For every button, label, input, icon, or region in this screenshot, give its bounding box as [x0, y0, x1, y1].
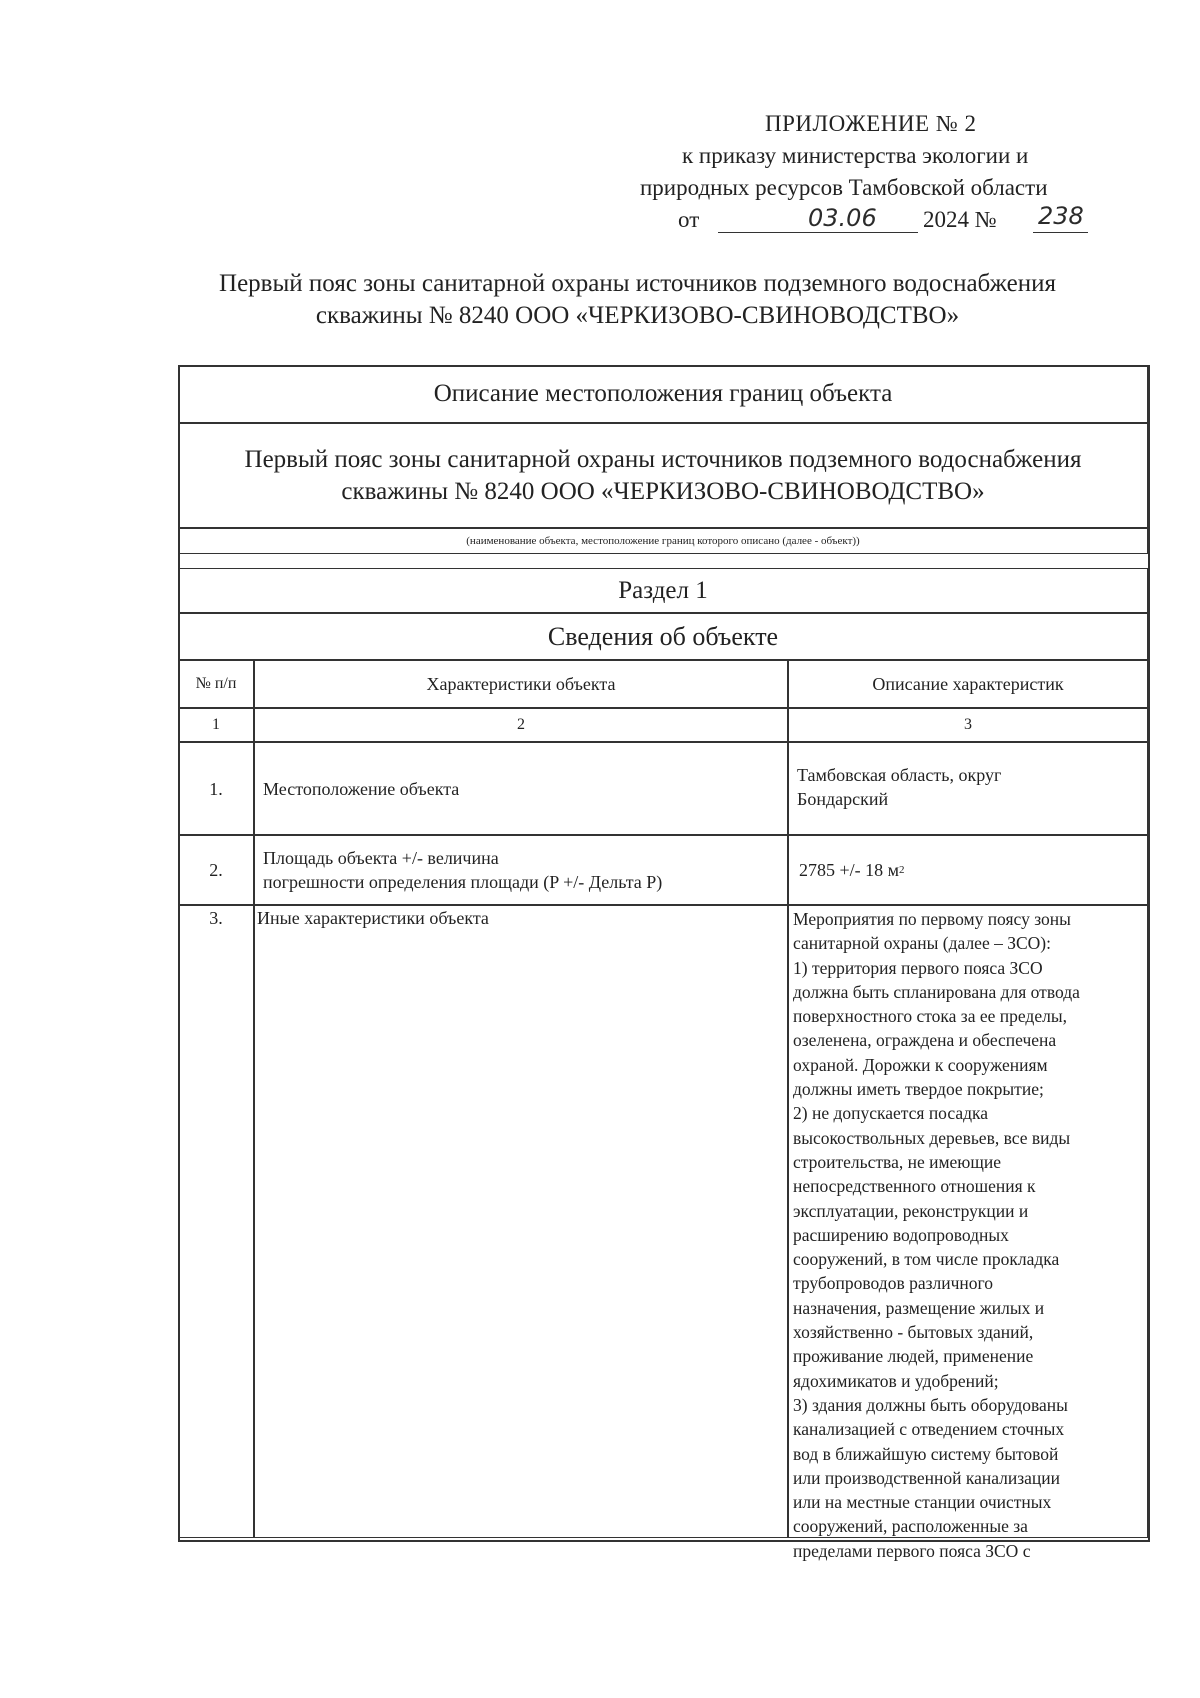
row-2-characteristic-line: Площадь объекта +/- величина — [263, 848, 499, 868]
description-line: высокоствольных деревьев, все виды — [793, 1127, 1071, 1148]
appendix-header — [640, 108, 1160, 236]
row-1-description-line: Бондарский — [797, 789, 889, 809]
row-1-characteristic: Местоположение объекта — [254, 742, 788, 835]
handwritten-date: 03.06 — [808, 204, 877, 232]
description-line: эксплуатации, реконструкции и — [793, 1200, 1029, 1221]
section-title: Сведения об объекте — [178, 613, 1148, 660]
page-title-line-2: скважины № 8240 ООО «ЧЕРКИЗОВО-СВИНОВОДСТВО» — [315, 302, 960, 329]
description-line: назначения, размещение жилых и — [793, 1297, 1045, 1318]
object-name-line-1: Первый пояс зоны санитарной охраны источников подземного водоснабжения — [244, 445, 1082, 473]
form-header: Описание местоположения границ объекта — [178, 365, 1148, 423]
row-1-number: 1. — [178, 742, 254, 835]
description-line: проживание людей, применение — [793, 1346, 1034, 1367]
description-line: расширению водопроводных — [793, 1224, 1009, 1245]
year-number-label: 2024 № — [923, 207, 997, 232]
description-line: охраной. Дорожки к сооружениям — [793, 1054, 1048, 1075]
page-title-line-1: Первый пояс зоны санитарной охраны источников подземного водоснабжения — [219, 270, 1056, 297]
column-number-3: 3 — [788, 708, 1148, 742]
description-line: ядохимикатов и удобрений; — [793, 1370, 999, 1391]
description-line: или производственной канализации — [793, 1467, 1061, 1488]
description-line: строительства, не имеющие — [793, 1151, 1001, 1172]
appendix-date-line — [640, 204, 1160, 236]
column-number-1: 1 — [178, 708, 254, 742]
description-line: непосредственного отношения к — [793, 1176, 1036, 1197]
description-line: сооружений, в том числе прокладка — [793, 1249, 1060, 1270]
column-number-2: 2 — [254, 708, 788, 742]
description-line: 2) не допускается посадка — [793, 1103, 989, 1124]
description-line: озеленена, ограждена и обеспечена — [793, 1030, 1057, 1051]
row-2-description — [788, 835, 1148, 905]
description-line: поверхностного стока за ее пределы, — [793, 1006, 1067, 1027]
row-1-description — [788, 742, 1148, 835]
object-name-caption: (наименование объекта, местоположение границ которого описано (далее - объект)) — [178, 528, 1148, 554]
object-name — [178, 423, 1148, 528]
row-3-description — [788, 905, 1148, 1561]
number-underline — [1033, 232, 1088, 233]
description-line: трубопроводов различного — [793, 1273, 994, 1294]
description-line: Мероприятия по первому поясу зоны — [793, 909, 1071, 929]
row-3-number: 3. — [178, 905, 254, 1538]
description-line: вод в ближайшую систему бытовой — [793, 1443, 1059, 1464]
page-title — [150, 268, 1125, 332]
row-2-characteristic — [254, 835, 788, 905]
area-unit-exponent: 2 — [899, 864, 905, 876]
description-line: должна быть спланирована для отвода — [793, 981, 1080, 1002]
description-line: 3) здания должны быть оборудованы — [793, 1394, 1068, 1415]
date-prefix: от — [678, 207, 700, 232]
appendix-title: ПРИЛОЖЕНИЕ № 2 — [765, 111, 977, 136]
column-header-description: Описание характеристик — [788, 660, 1148, 708]
description-line: пределами первого пояса ЗСО с — [793, 1540, 1031, 1561]
description-line: должны иметь твердое покрытие; — [793, 1079, 1044, 1100]
description-line: 1) территория первого пояса ЗСО — [793, 957, 1043, 978]
description-line: или на местные станции очистных — [793, 1492, 1052, 1513]
description-line: канализацией с отведением сточных — [793, 1419, 1065, 1440]
description-line: санитарной охраны (далее – ЗСО): — [793, 933, 1051, 954]
description-line: хозяйственно - бытовых зданий, — [793, 1322, 1034, 1343]
object-name-line-2: скважины № 8240 ООО «ЧЕРКИЗОВО-СВИНОВОДСТВО» — [341, 477, 985, 505]
area-value: 2785 +/- 18 м — [799, 860, 900, 880]
handwritten-number: 238 — [1038, 202, 1084, 230]
appendix-order-line: к приказу министерства экологии и — [682, 143, 1029, 168]
row-2-number: 2. — [178, 835, 254, 905]
description-line: сооружений, расположенные за — [793, 1516, 1028, 1537]
row-3-characteristic: Иные характеристики объекта — [254, 905, 788, 1538]
row-1-description-line: Тамбовская область, округ — [797, 765, 1002, 785]
appendix-ministry-line: природных ресурсов Тамбовской области — [640, 175, 1048, 200]
row-2-characteristic-line: погрешности определения площади (P +/- Дельта P) — [263, 872, 663, 892]
section-label: Раздел 1 — [178, 568, 1148, 613]
column-header-characteristics: Характеристики объекта — [254, 660, 788, 708]
column-header-number: № п/п — [178, 660, 254, 708]
